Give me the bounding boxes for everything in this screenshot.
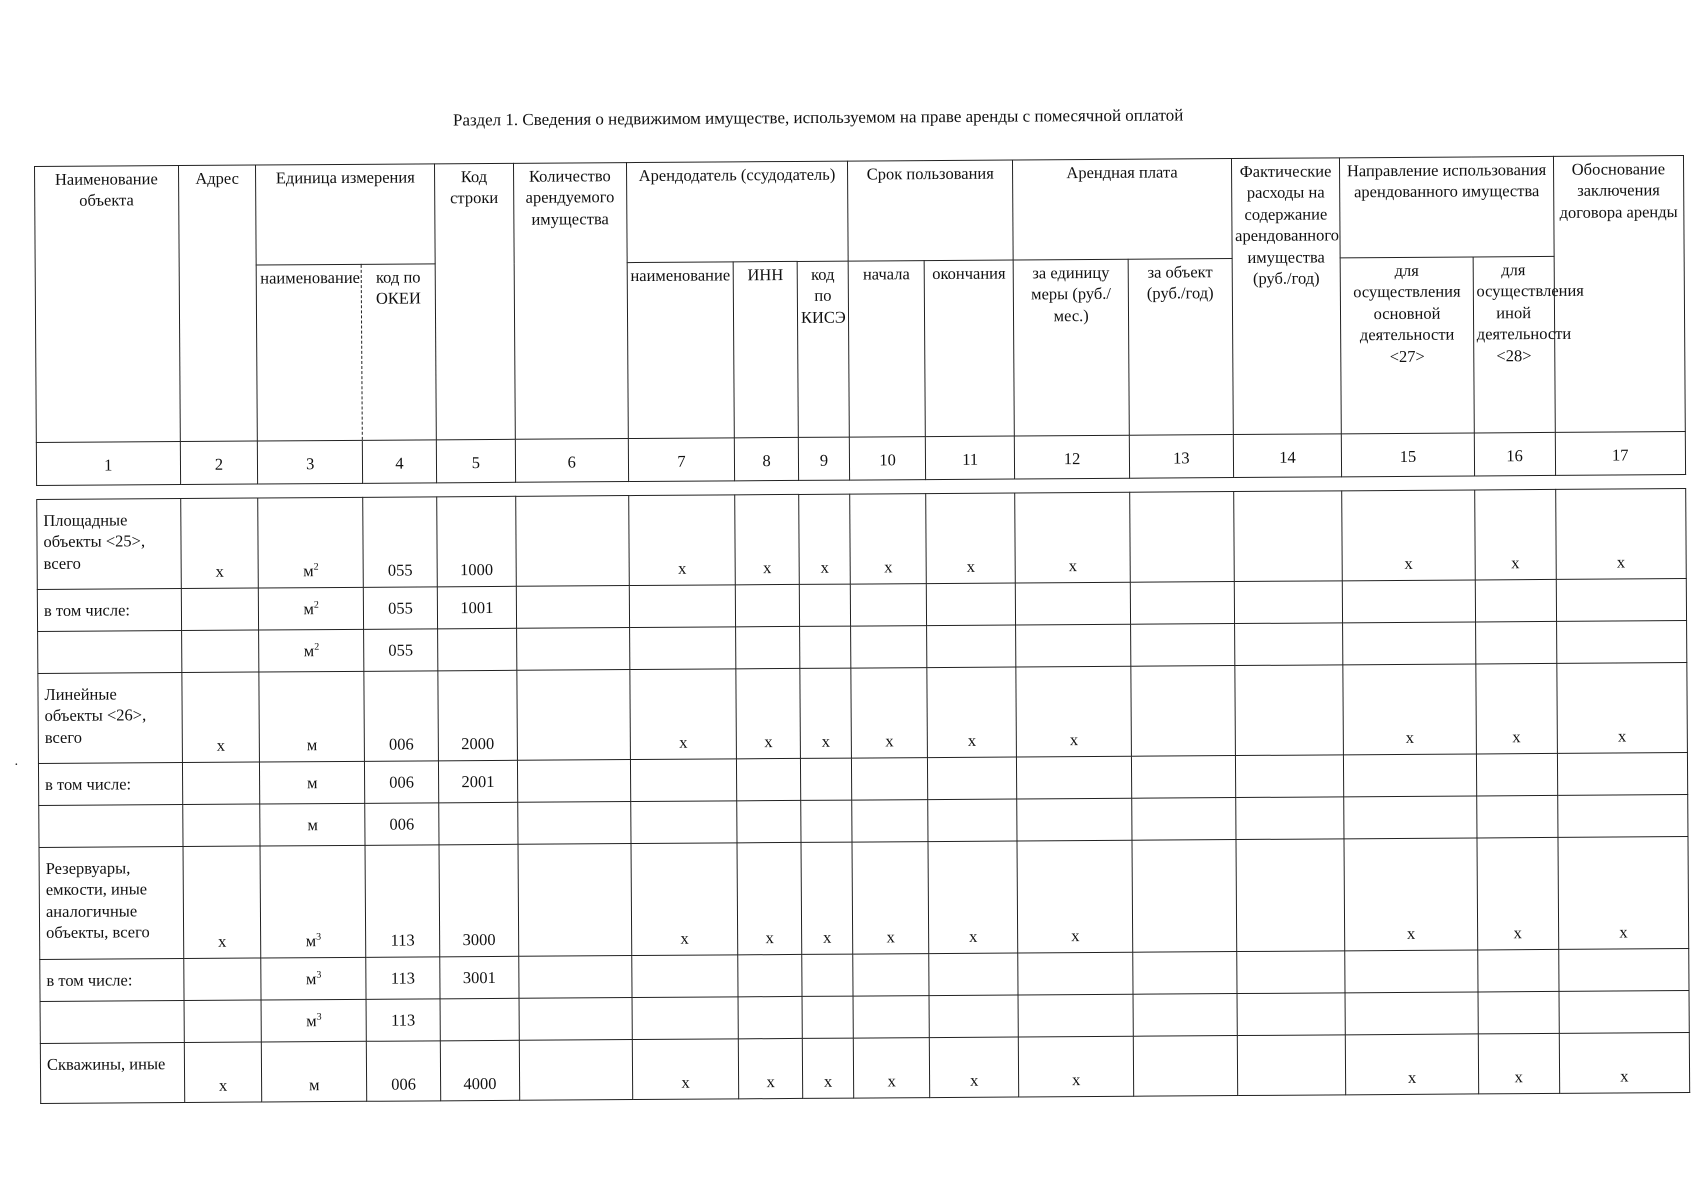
header-justification: Обоснование заключения договора аренды xyxy=(1553,156,1685,433)
rent-unit-cell: х xyxy=(1015,492,1130,583)
object-name-cell: Резервуары, емкости, иные аналогичные объекты, всего xyxy=(39,847,183,960)
justification-cell: х xyxy=(1556,663,1687,754)
direction-other-cell: х xyxy=(1477,837,1559,950)
row-code-cell: 3001 xyxy=(440,956,519,999)
landlord-kise-cell xyxy=(800,758,852,800)
okei-code-cell: 113 xyxy=(366,957,440,999)
rent-unit-cell xyxy=(1016,624,1131,667)
column-number: 10 xyxy=(849,437,925,481)
column-number: 17 xyxy=(1555,432,1686,476)
quantity-cell xyxy=(516,496,629,587)
header-row-code: Код строки xyxy=(434,163,515,440)
unit-text: м xyxy=(305,968,317,988)
header-landlord-kise: код по КИСЭ xyxy=(797,261,849,437)
header-term: Срок пользования xyxy=(848,160,1014,261)
rent-unit-cell xyxy=(1017,798,1132,841)
column-number: 5 xyxy=(436,439,515,483)
landlord-kise-cell: х xyxy=(799,494,851,584)
stray-mark: · xyxy=(14,758,19,773)
term-end-cell xyxy=(929,995,1018,1038)
justification-cell xyxy=(1556,579,1687,622)
header-landlord-name: наименование xyxy=(627,262,735,439)
term-start-cell: х xyxy=(851,668,927,759)
unit-text: м xyxy=(309,1074,320,1094)
object-name-cell: Линейные объекты <26>, всего xyxy=(38,673,182,764)
header-landlord: Арендодатель (ссудодатель) xyxy=(626,161,848,262)
unit-text: м xyxy=(307,772,318,792)
direction-main-cell xyxy=(1344,796,1477,839)
term-end-cell: х xyxy=(929,1037,1019,1098)
unit-text: м xyxy=(306,1010,317,1030)
column-number: 12 xyxy=(1015,435,1130,479)
quantity-cell xyxy=(516,628,629,671)
direction-main-cell xyxy=(1345,992,1478,1035)
justification-cell: х xyxy=(1555,489,1686,580)
unit-exponent: 3 xyxy=(316,969,322,981)
term-end-cell xyxy=(929,953,1018,996)
table-body xyxy=(37,489,1690,1104)
okei-code-cell: 055 xyxy=(364,629,438,671)
header-address: Адрес xyxy=(178,165,258,442)
object-name-cell: в том числе: xyxy=(37,589,181,632)
okei-code-cell: 113 xyxy=(366,999,440,1041)
unit-exponent: 3 xyxy=(316,931,322,943)
header-name: Наименование объекта xyxy=(35,166,180,443)
header-rent-unit: за единицу меры (руб./мес.) xyxy=(1013,259,1129,436)
term-start-cell xyxy=(850,584,926,627)
column-number: 1 xyxy=(36,442,180,486)
header-rent-object: за объект (руб./год) xyxy=(1128,259,1233,436)
justification-cell xyxy=(1559,991,1690,1034)
okei-code-cell: 006 xyxy=(365,803,439,845)
direction-main-cell: х xyxy=(1344,838,1477,951)
column-number: 3 xyxy=(258,440,363,484)
address-cell xyxy=(182,762,260,805)
landlord-inn-cell xyxy=(737,800,801,842)
address-cell xyxy=(184,1000,262,1043)
term-end-cell xyxy=(927,625,1016,668)
rent-object-cell xyxy=(1132,798,1236,841)
term-end-cell xyxy=(928,799,1017,842)
landlord-kise-cell xyxy=(799,626,851,668)
direction-main-cell: х xyxy=(1343,664,1476,755)
object-name-cell xyxy=(38,631,182,674)
column-number: 16 xyxy=(1474,432,1555,476)
direction-main-cell xyxy=(1343,622,1476,665)
justification-cell xyxy=(1557,795,1688,838)
address-cell xyxy=(182,804,260,847)
landlord-inn-cell: х xyxy=(736,668,800,758)
table-header xyxy=(35,156,1686,500)
address-cell: х xyxy=(183,846,262,959)
direction-other-cell xyxy=(1475,621,1556,664)
landlord-kise-cell: х xyxy=(801,842,853,954)
property-table xyxy=(34,155,1690,1104)
actual-costs-cell xyxy=(1233,491,1342,582)
landlord-inn-cell: х xyxy=(739,1038,803,1098)
term-start-cell: х xyxy=(852,842,929,955)
header-unit-name: наименование xyxy=(257,264,363,441)
unit-text: м xyxy=(305,930,317,950)
landlord-inn-cell xyxy=(736,626,800,668)
address-cell xyxy=(181,630,259,673)
landlord-inn-cell: х xyxy=(737,842,801,954)
header-term-end: окончания xyxy=(924,260,1014,437)
direction-other-cell: х xyxy=(1474,489,1556,580)
unit-name-cell xyxy=(262,1041,367,1102)
direction-other-cell: х xyxy=(1478,1033,1559,1094)
column-number: 2 xyxy=(180,441,258,485)
justification-cell xyxy=(1557,753,1688,796)
column-number: 7 xyxy=(628,438,735,482)
header-direction-main: для осуществления основной деятельности <27> xyxy=(1340,257,1473,434)
okei-code-cell: 055 xyxy=(363,497,437,587)
landlord-inn-cell xyxy=(737,758,801,800)
direction-main-cell: х xyxy=(1342,490,1475,581)
okei-code-cell: 006 xyxy=(364,671,438,761)
rent-unit-cell: х xyxy=(1017,840,1133,953)
header-unit: Единица измерения xyxy=(256,164,435,265)
direction-other-cell: х xyxy=(1475,663,1557,754)
unit-exponent: 3 xyxy=(316,1011,322,1023)
object-name-cell xyxy=(39,805,183,848)
direction-main-cell xyxy=(1344,754,1477,797)
column-number: 4 xyxy=(362,440,436,483)
object-name-cell: Скважины, иные xyxy=(40,1043,184,1104)
object-name-cell: в том числе: xyxy=(40,959,184,1002)
landlord-kise-cell xyxy=(802,954,854,996)
landlord-name-cell xyxy=(630,801,737,844)
rent-unit-cell: х xyxy=(1016,666,1131,757)
landlord-kise-cell xyxy=(802,996,854,1038)
justification-cell xyxy=(1558,949,1689,992)
landlord-name-cell: х xyxy=(631,843,738,956)
landlord-name-cell xyxy=(630,759,737,802)
column-number: 6 xyxy=(515,439,628,483)
direction-other-cell xyxy=(1478,991,1559,1034)
rent-object-cell xyxy=(1130,582,1234,625)
justification-cell xyxy=(1556,621,1687,664)
row-code-cell: 2000 xyxy=(438,670,518,761)
header-direction: Направление использования арендованного имущества xyxy=(1340,156,1554,257)
landlord-inn-cell xyxy=(738,996,802,1038)
actual-costs-cell xyxy=(1237,1035,1346,1096)
actual-costs-cell xyxy=(1235,797,1344,840)
term-start-cell xyxy=(853,954,929,997)
column-number: 15 xyxy=(1342,433,1475,477)
actual-costs-cell xyxy=(1236,839,1345,952)
justification-cell: х xyxy=(1558,837,1689,950)
rent-unit-cell xyxy=(1018,994,1133,1037)
rent-unit-cell xyxy=(1018,952,1133,995)
row-code-cell: 2001 xyxy=(438,760,517,803)
rent-object-cell xyxy=(1133,1036,1237,1097)
unit-name-cell xyxy=(259,587,364,630)
rent-object-cell xyxy=(1132,840,1236,953)
term-start-cell xyxy=(851,626,927,669)
landlord-name-cell: х xyxy=(632,1039,739,1100)
direction-main-cell xyxy=(1345,950,1478,993)
unit-text: м xyxy=(303,640,315,661)
okei-code-cell: 113 xyxy=(365,845,440,957)
justification-cell: х xyxy=(1559,1033,1690,1094)
unit-name-cell xyxy=(262,999,367,1042)
quantity-cell xyxy=(519,998,632,1041)
header-unit-okei: код по ОКЕИ xyxy=(361,264,436,440)
header-direction-other: для осуществления иной деятельности <28> xyxy=(1473,256,1555,433)
actual-costs-cell xyxy=(1236,951,1345,994)
column-number: 8 xyxy=(735,437,799,480)
row-code-cell: 4000 xyxy=(440,1040,519,1101)
term-end-cell xyxy=(926,583,1015,626)
unit-exponent: 2 xyxy=(313,599,319,611)
actual-costs-cell xyxy=(1234,581,1343,624)
address-cell xyxy=(183,958,261,1001)
row-code-cell: 1000 xyxy=(437,496,517,587)
term-end-cell xyxy=(927,757,1016,800)
rent-object-cell xyxy=(1130,492,1234,583)
address-cell: х xyxy=(181,672,260,763)
landlord-kise-cell xyxy=(801,800,853,842)
object-name-cell: Площадные объекты <25>, всего xyxy=(37,499,181,590)
quantity-cell xyxy=(517,760,630,803)
address-cell xyxy=(181,588,259,631)
rent-object-cell xyxy=(1133,994,1237,1037)
header-term-start: начала xyxy=(848,261,925,437)
table-row xyxy=(40,1033,1689,1104)
table-row xyxy=(39,837,1689,960)
landlord-name-cell: х xyxy=(630,669,737,760)
landlord-kise-cell: х xyxy=(802,1038,854,1098)
row-code-cell: 1001 xyxy=(437,586,516,629)
quantity-cell xyxy=(519,956,632,999)
column-number: 13 xyxy=(1129,435,1233,479)
landlord-name-cell xyxy=(629,585,736,628)
term-end-cell: х xyxy=(926,493,1016,584)
landlord-name-cell: х xyxy=(628,495,735,586)
unit-name-cell xyxy=(261,957,366,1000)
direction-other-cell xyxy=(1476,795,1557,838)
unit-text: м xyxy=(307,814,318,834)
unit-text: м xyxy=(303,560,314,580)
unit-name-cell xyxy=(260,845,365,958)
landlord-inn-cell xyxy=(736,584,800,626)
address-cell: х xyxy=(180,498,259,589)
column-number: 9 xyxy=(798,437,850,480)
header-quantity: Количество арендуемого имущества xyxy=(513,163,628,440)
direction-other-cell xyxy=(1475,579,1556,622)
unit-name-cell xyxy=(260,803,365,846)
row-code-cell: 3000 xyxy=(439,844,519,957)
row-code-cell xyxy=(438,628,517,671)
unit-text: м xyxy=(306,734,318,754)
rent-object-cell xyxy=(1132,756,1236,799)
unit-name-cell xyxy=(259,671,364,762)
unit-exponent: 2 xyxy=(314,641,320,653)
quantity-cell xyxy=(517,670,630,761)
direction-main-cell xyxy=(1343,580,1476,623)
term-start-cell: х xyxy=(850,494,926,585)
quantity-cell xyxy=(518,802,631,845)
term-end-cell: х xyxy=(928,841,1018,954)
quantity-cell xyxy=(516,586,629,629)
column-number: 11 xyxy=(925,436,1014,480)
unit-name-cell xyxy=(260,761,365,804)
rent-object-cell xyxy=(1131,666,1235,757)
object-name-cell: в том числе: xyxy=(38,763,182,806)
rent-unit-cell: х xyxy=(1019,1036,1134,1097)
quantity-cell xyxy=(518,844,632,957)
term-start-cell: х xyxy=(853,1038,929,1099)
object-name-cell xyxy=(40,1001,184,1044)
direction-other-cell xyxy=(1477,949,1558,992)
term-start-cell xyxy=(852,758,928,801)
address-cell: х xyxy=(184,1042,262,1103)
actual-costs-cell xyxy=(1234,665,1343,756)
rent-object-cell xyxy=(1133,952,1237,995)
unit-name-cell xyxy=(259,629,364,672)
term-end-cell: х xyxy=(927,667,1017,758)
table-row xyxy=(38,663,1688,764)
unit-name-cell xyxy=(258,497,363,588)
term-start-cell xyxy=(853,996,929,1039)
term-start-cell xyxy=(852,800,928,843)
rent-unit-cell xyxy=(1017,756,1132,799)
actual-costs-cell xyxy=(1237,993,1346,1036)
row-code-cell xyxy=(439,802,518,845)
rent-unit-cell xyxy=(1016,582,1131,625)
landlord-inn-cell xyxy=(738,954,802,996)
rent-object-cell xyxy=(1131,624,1235,667)
section-title: Раздел 1. Сведения о недвижимом имуществе, используемом на праве аренды с помесячной оплатой xyxy=(453,105,1184,130)
okei-code-cell: 006 xyxy=(365,761,439,803)
column-number: 14 xyxy=(1233,434,1342,478)
landlord-name-cell xyxy=(631,955,738,998)
table-row xyxy=(37,489,1687,590)
landlord-inn-cell: х xyxy=(735,494,799,584)
actual-costs-cell xyxy=(1234,623,1343,666)
direction-other-cell xyxy=(1476,753,1557,796)
okei-code-cell: 006 xyxy=(366,1041,440,1101)
unit-exponent: 2 xyxy=(313,561,319,573)
header-rent: Арендная плата xyxy=(1013,159,1232,260)
landlord-kise-cell: х xyxy=(800,668,852,758)
header-landlord-inn: ИНН xyxy=(733,261,798,437)
okei-code-cell: 055 xyxy=(363,587,437,629)
landlord-name-cell xyxy=(629,627,736,670)
landlord-kise-cell xyxy=(799,584,851,626)
header-actual-costs: Фактические расходы на содержание арендованного имущества (руб./год) xyxy=(1231,158,1342,435)
landlord-name-cell xyxy=(632,997,739,1040)
row-code-cell xyxy=(440,998,519,1041)
actual-costs-cell xyxy=(1235,755,1344,798)
unit-text: м xyxy=(303,598,315,619)
quantity-cell xyxy=(519,1040,632,1101)
direction-main-cell: х xyxy=(1346,1034,1479,1095)
